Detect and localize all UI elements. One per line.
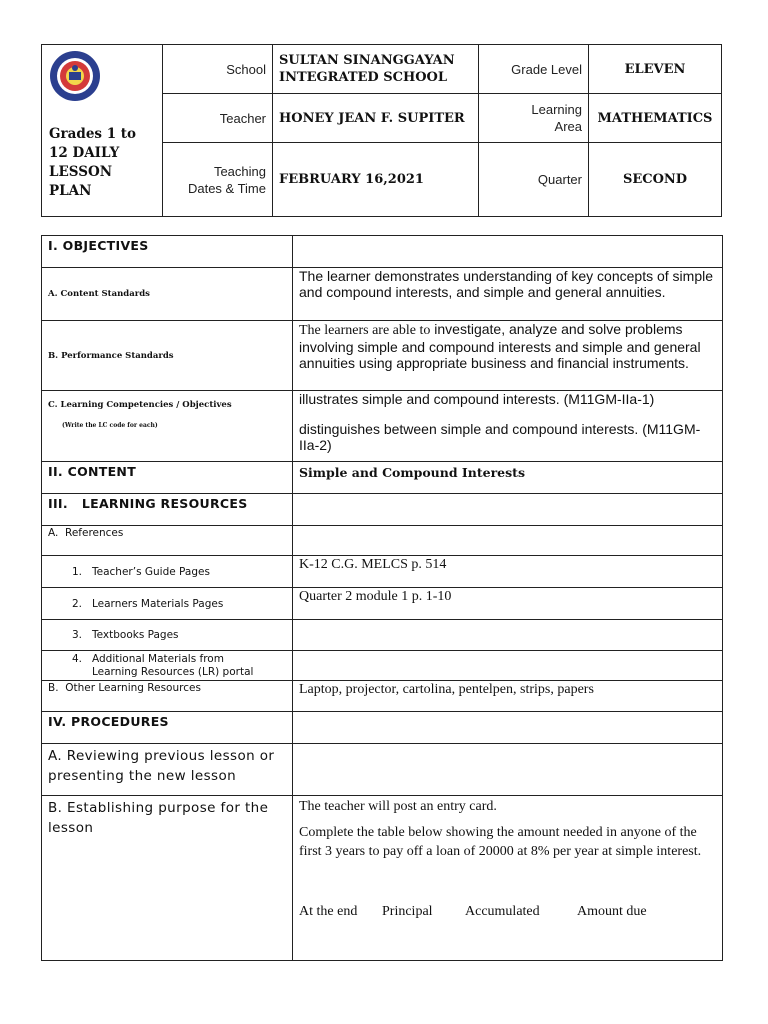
table-row	[42, 620, 723, 651]
resource-item: 3. Textbooks Pages	[42, 620, 293, 651]
content-standards-text: The learner demonstrates understanding of key concepts of simple and compound interests, and simple and general annuities.	[293, 268, 723, 321]
quarter-label: Quarter	[479, 143, 589, 217]
procedures-heading: IV. PROCEDURES	[42, 712, 293, 744]
resource-value	[293, 620, 723, 651]
table-row	[42, 651, 723, 681]
table-row	[42, 556, 723, 588]
table-row	[42, 268, 723, 321]
other-resources-value: Laptop, projector, cartolina, pentelpen, strips, papers	[293, 681, 723, 712]
resource-value: K-12 C.G. MELCS p. 514	[293, 556, 723, 588]
header-table	[41, 44, 722, 217]
resources-heading: III. LEARNING RESOURCES	[42, 494, 293, 526]
references-label: A. References	[42, 526, 293, 556]
table-row	[42, 712, 723, 744]
grade-level-value: ELEVEN	[589, 45, 722, 94]
resource-value: Quarter 2 module 1 p. 1-10	[293, 588, 723, 620]
table-header: Amount due	[577, 904, 647, 919]
title-cell	[42, 45, 163, 217]
plan-title: Grades 1 to 12 DAILY LESSON PLAN	[49, 126, 137, 199]
table-row	[42, 494, 723, 526]
teacher-value: HONEY JEAN F. SUPITER	[273, 94, 479, 143]
table-row	[42, 391, 723, 462]
table-header: Principal	[382, 904, 433, 919]
performance-standards-label: B. Performance Standards	[42, 321, 293, 391]
table-row	[42, 526, 723, 556]
table-row	[42, 588, 723, 620]
teacher-label: Teacher	[163, 94, 273, 143]
content-value: Simple and Compound Interests	[293, 462, 723, 494]
table-row	[42, 796, 723, 961]
content-heading: II. CONTENT	[42, 462, 293, 494]
procedure-a-label: A. Reviewing previous lesson or presenting the new lesson	[42, 744, 293, 796]
lesson-table	[41, 235, 723, 961]
competencies-label: C. Learning Competencies / Objectives (Write the LC code for each)	[42, 391, 293, 462]
entry-card-instructions: Complete the table below showing the amount needed in anyone of the first 3 years to pay off a loan of 20000 at 8% per year at simple interest.	[299, 825, 702, 859]
entry-card-line: The teacher will post an entry card.	[299, 799, 497, 814]
school-label: School	[163, 45, 273, 94]
competencies-text: illustrates simple and compound interests. (M11GM-IIa-1) distinguishes between simple and compound interests. (M11GM-IIa-2)	[293, 391, 723, 462]
school-value: SULTAN SINANGGAYAN INTEGRATED SCHOOL	[273, 45, 479, 94]
grade-level-label: Grade Level	[479, 45, 589, 94]
loan-table-headers	[299, 903, 716, 920]
table-row	[42, 744, 723, 796]
competencies-note: (Write the LC code for each)	[62, 422, 158, 429]
procedure-b-label: B. Establishing purpose for the lesson	[42, 796, 293, 961]
quarter-value: SECOND	[589, 143, 722, 217]
resource-value	[293, 651, 723, 681]
deped-seal-icon	[49, 50, 101, 102]
other-resources-label: B. Other Learning Resources	[42, 681, 293, 712]
content-standards-label: A. Content Standards	[42, 268, 293, 321]
table-row	[42, 681, 723, 712]
resource-item: 4. Additional Materials from Learning Resources (LR) portal	[42, 651, 293, 681]
objectives-heading: I. OBJECTIVES	[42, 236, 293, 268]
performance-standards-text: The learners are able to investigate, analyze and solve problems involving simple and compound interests and simple and general annuities using appropriate business and financial instruments.	[293, 321, 723, 391]
learning-area-label: Learning Area	[479, 94, 589, 143]
table-row	[42, 321, 723, 391]
dates-value: FEBRUARY 16,2021	[273, 143, 479, 217]
table-header: At the end	[299, 904, 358, 919]
procedure-b-content	[293, 796, 723, 961]
learning-area-value: MATHEMATICS	[589, 94, 722, 143]
table-row	[42, 236, 723, 268]
table-header: Accumulated	[465, 904, 540, 919]
dates-label: Teaching Dates & Time	[163, 143, 273, 217]
table-row	[42, 462, 723, 494]
resource-item: 1. Teacher’s Guide Pages	[42, 556, 293, 588]
resource-item: 2. Learners Materials Pages	[42, 588, 293, 620]
